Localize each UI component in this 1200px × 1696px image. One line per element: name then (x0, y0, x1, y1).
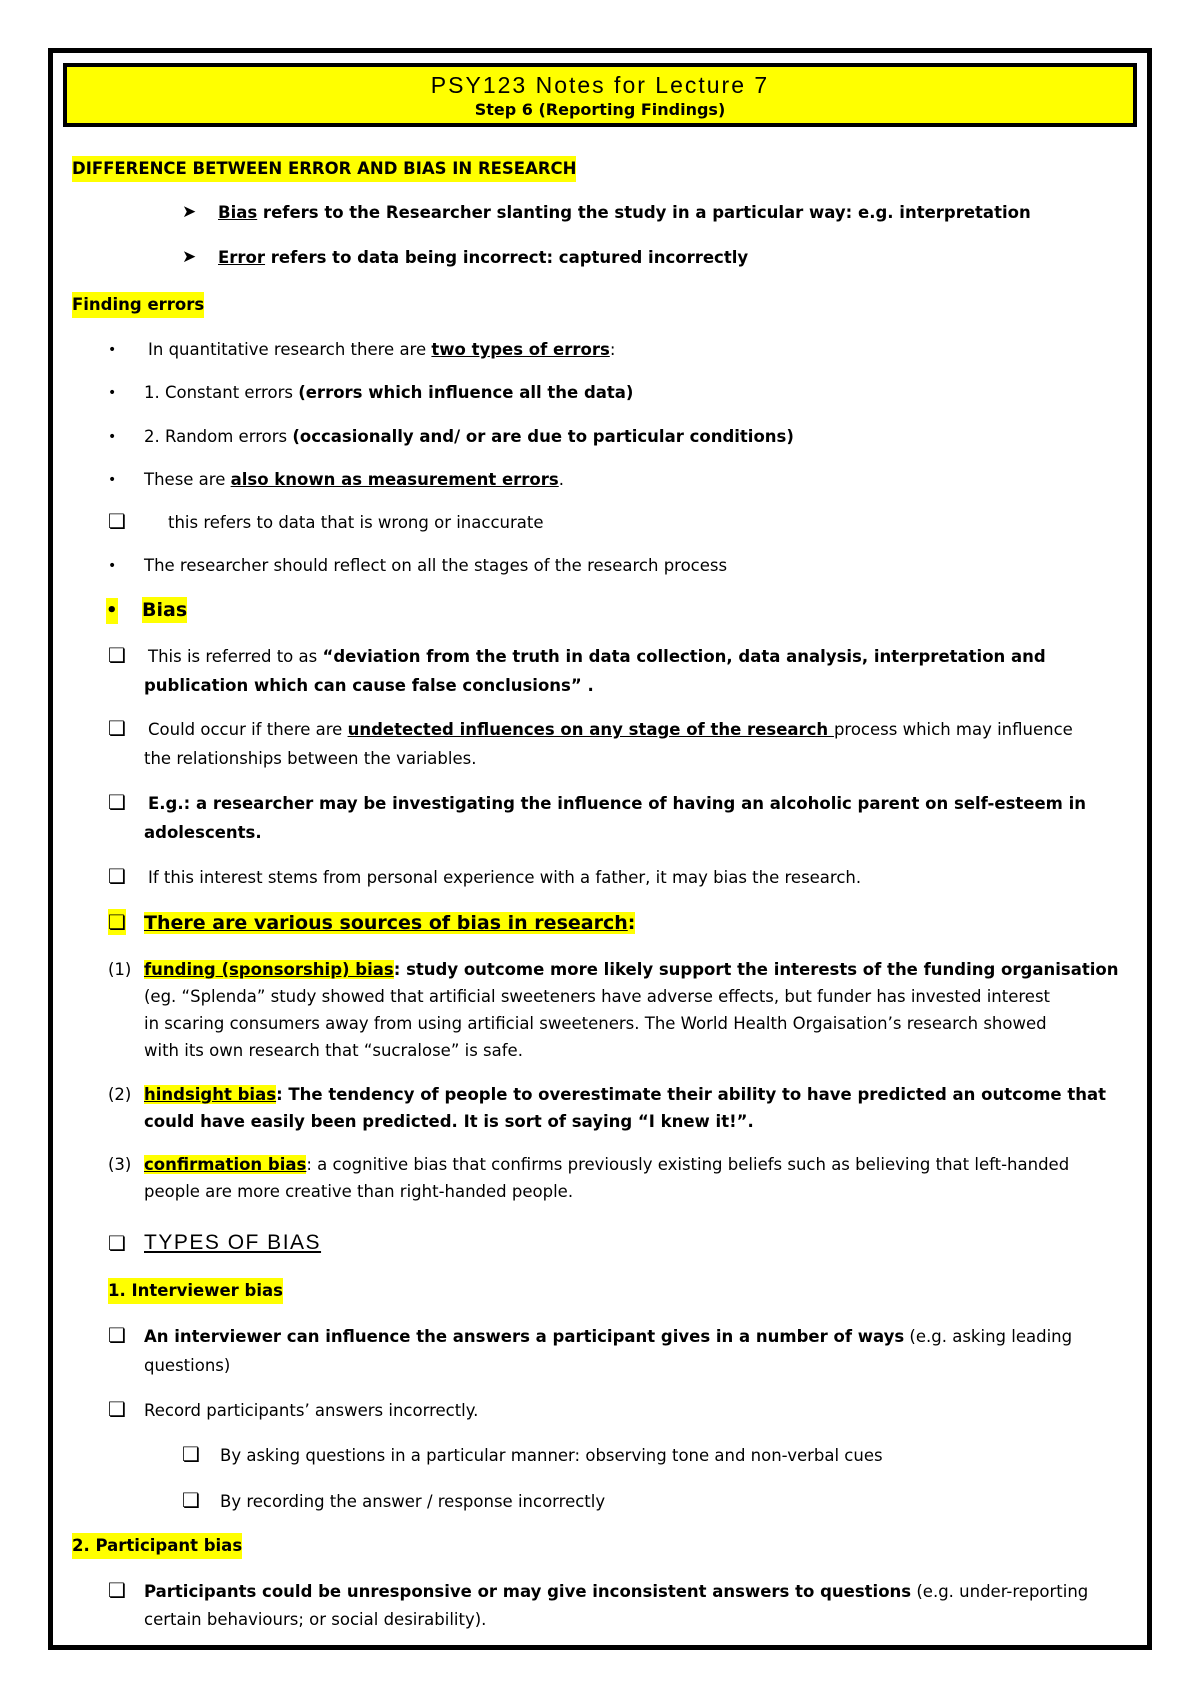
finding-errors-item-4: These are also known as measurement errors. (144, 470, 564, 489)
sources-heading: There are various sources of bias in research: (144, 912, 636, 934)
participant-bias-heading: 2. Participant bias (72, 1533, 242, 1559)
checkbox-bullet-icon: ❏ (108, 1397, 126, 1421)
page-subtitle: Step 6 (Reporting Findings) (474, 100, 726, 119)
bias-paragraph-2-line-1: Could occur if there are undetected influences on any stage of the research process which may influence (148, 720, 1073, 739)
bias-paragraph-3-line-2: adolescents. (144, 823, 262, 842)
section-heading-bias: Bias (142, 599, 188, 621)
source-confirmation-line-1: confirmation bias: a cognitive bias that confirms previously existing beliefs such as believing that left-handed (144, 1155, 1070, 1174)
checkbox-bullet-icon: ❏ (108, 1231, 126, 1255)
interviewer-bias-heading: 1. Interviewer bias (108, 1278, 283, 1304)
finding-errors-item-3: 2. Random errors (occasionally and/ or are due to particular conditions) (144, 427, 794, 446)
checkbox-bullet-icon: ❏ (108, 509, 126, 533)
checkbox-bullet-icon: ❏ (182, 1442, 200, 1466)
section-heading-difference: DIFFERENCE BETWEEN ERROR AND BIAS IN RESEARCH (72, 156, 576, 182)
source-funding-line-3: in scaring consumers away from using artificial sweeteners. The World Health Orgaisation’s research showed (144, 1014, 1047, 1033)
participant-bias-item-1-line-1: Participants could be unresponsive or may give inconsistent answers to questions (e.g. under-reporting (144, 1582, 1089, 1601)
interviewer-bias-item-1-line-2: questions) (144, 1356, 231, 1375)
source-funding-line-4: with its own research that “sucralose” is safe. (144, 1041, 523, 1060)
bias-definition: Bias refers to the Researcher slanting the study in a particular way: e.g. interpretation (218, 203, 1031, 222)
checkbox-bullet-icon: ❏ (108, 1323, 126, 1347)
list-number: (2) (108, 1085, 132, 1104)
bullet-icon: • (106, 598, 118, 624)
checkbox-bullet-icon: ❏ (108, 716, 126, 740)
interviewer-bias-item-1-line-1: An interviewer can influence the answers a participant gives in a number of ways (e.g. asking leading (144, 1327, 1073, 1346)
checkbox-bullet-icon: ❏ (108, 910, 126, 934)
finding-errors-item-5: this refers to data that is wrong or inaccurate (168, 513, 544, 532)
bullet-icon: • (108, 558, 117, 574)
bias-paragraph-1-line-1: This is referred to as “deviation from the truth in data collection, data analysis, interpretation and (148, 647, 1046, 666)
interviewer-bias-item-2: Record participants’ answers incorrectly. (144, 1401, 479, 1420)
source-funding-line-2: (eg. “Splenda” study showed that artificial sweeteners have adverse effects, but funder has invested interest (144, 987, 1051, 1006)
finding-errors-item-1: In quantitative research there are two types of errors: (148, 340, 616, 359)
types-of-bias-heading: TYPES OF BIAS (144, 1231, 322, 1254)
bias-paragraph-3-line-1: E.g.: a researcher may be investigating the influence of having an alcoholic parent on self-esteem in (148, 794, 1087, 813)
bias-paragraph-1-line-2: publication which can cause false conclusions” . (144, 676, 594, 695)
list-number: (3) (108, 1155, 132, 1174)
source-hindsight-line-1: hindsight bias: The tendency of people to overestimate their ability to have predicted an outcome that (144, 1085, 1107, 1104)
checkbox-bullet-icon: ❏ (108, 643, 126, 667)
interviewer-bias-subitem-1: By asking questions in a particular manner: observing tone and non-verbal cues (220, 1446, 883, 1465)
finding-errors-item-2: 1. Constant errors (errors which influence all the data) (144, 383, 634, 402)
checkbox-bullet-icon: ❏ (108, 790, 126, 814)
error-definition: Error refers to data being incorrect: captured incorrectly (218, 248, 749, 267)
finding-errors-item-6: The researcher should reflect on all the stages of the research process (144, 556, 728, 575)
section-heading-finding-errors: Finding errors (72, 292, 204, 318)
arrow-bullet-icon: ➤ (182, 247, 197, 267)
source-confirmation-line-2: people are more creative than right-handed people. (144, 1182, 574, 1201)
list-number: (1) (108, 960, 132, 979)
checkbox-bullet-icon: ❏ (108, 864, 126, 888)
bullet-icon: • (108, 342, 117, 358)
bullet-icon: • (108, 472, 117, 488)
arrow-bullet-icon: ➤ (182, 202, 197, 222)
page-title: PSY123 Notes for Lecture 7 (430, 72, 770, 98)
checkbox-bullet-icon: ❏ (182, 1488, 200, 1512)
bias-paragraph-2-line-2: the relationships between the variables. (144, 749, 477, 768)
source-hindsight-line-2: could have easily been predicted. It is sort of saying “I knew it!”. (144, 1112, 754, 1131)
source-funding-line-1: funding (sponsorship) bias: study outcome more likely support the interests of the funding organisation (144, 960, 1119, 979)
checkbox-bullet-icon: ❏ (108, 1578, 126, 1602)
bullet-icon: • (108, 429, 117, 445)
bullet-icon: • (108, 385, 117, 401)
interviewer-bias-subitem-2: By recording the answer / response incorrectly (220, 1492, 606, 1511)
participant-bias-item-1-line-2: certain behaviours; or social desirability). (144, 1610, 487, 1629)
bias-paragraph-4: If this interest stems from personal experience with a father, it may bias the research. (148, 868, 862, 887)
